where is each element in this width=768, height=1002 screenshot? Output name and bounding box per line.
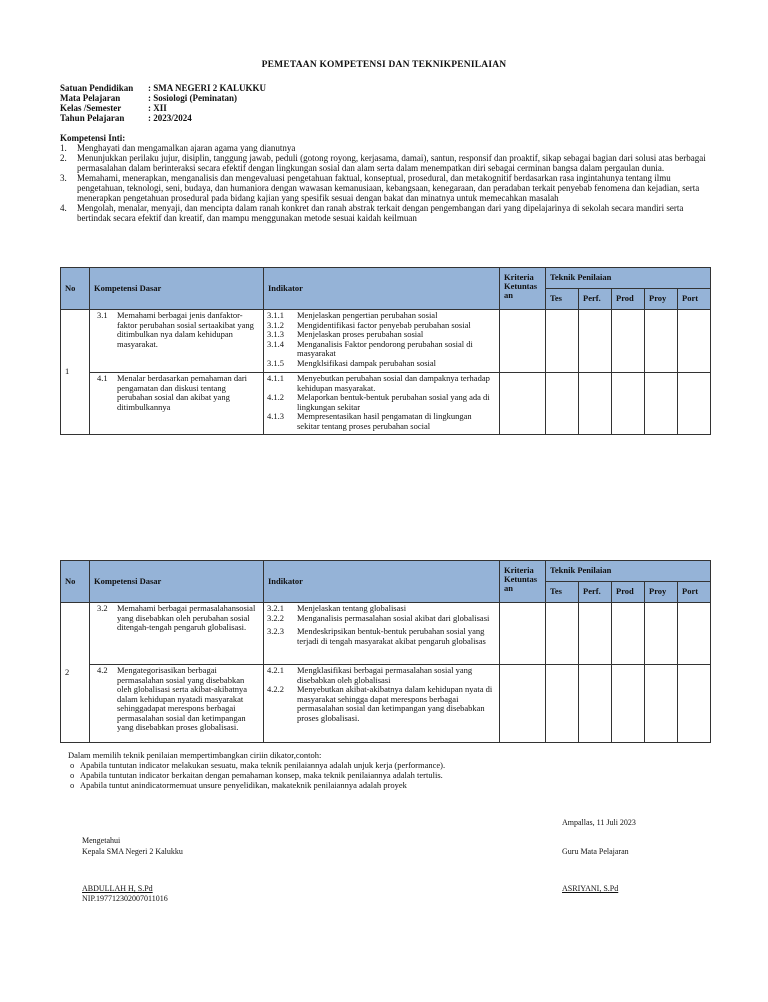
kriteria-cell xyxy=(500,603,546,665)
tes-cell xyxy=(546,310,579,373)
bullet-icon: o xyxy=(70,770,75,780)
header-perf: Perf. xyxy=(579,582,612,603)
teacher-name: ASRIYANI, S.Pd xyxy=(562,884,619,893)
indicator-cell xyxy=(264,310,500,373)
ki-item xyxy=(60,203,710,223)
indicator-text: Menjelaskan tentang globalisasi xyxy=(297,603,407,613)
header-proy: Proy xyxy=(645,582,678,603)
kriteria-cell xyxy=(500,665,546,743)
bullet-icon: o xyxy=(70,780,75,790)
info-label: Tahun Pelajaran xyxy=(60,113,125,123)
ki-item xyxy=(60,153,710,173)
kd-code: 3.2 xyxy=(97,603,108,613)
indicator-cell xyxy=(264,603,500,665)
info-label: Mata Pelajaran xyxy=(60,93,121,103)
tes-cell xyxy=(546,373,579,435)
table-row xyxy=(61,665,711,743)
header-proy: Proy xyxy=(645,289,678,310)
tes-cell xyxy=(546,603,579,665)
header-teknik: Teknik Penilaian xyxy=(546,561,711,582)
header-kriteria: Kriteria Ketuntas an xyxy=(500,561,546,603)
bullet-icon: o xyxy=(70,760,75,770)
indicator-text: Menjelaskan proses perubahan sosial xyxy=(297,329,424,339)
ki-text: Menunjukkan perilaku jujur, disiplin, tanggung jawab, peduli (gotong royong, kerjasama, damai), santun, responsif dan proaktif, sikap sebagai bagian dari solusi atas berbagai permasalahan dalam berinteraksi secara efektif dengan lingkungan sosial dan alam serta dalam menempatkan diri sebagai cerminan bangsa dalam pergaulan dunia. xyxy=(77,153,706,173)
ki-heading: Kompetensi Inti: xyxy=(60,133,126,143)
indicator-text: Mempresentasikan hasil pengamatan di lingkungan sekitar tentang proses perubahan social xyxy=(297,411,472,431)
kd-text: Memahami berbagai permasalahansosial yang disebabkan oleh perubahan sosial ditengah-tengah pengaruh globalisasi. xyxy=(117,603,256,632)
note-text: Apabila tuntut anindicatormemuat unsure penyelidikan, makateknik penilaiannya adalah proyek xyxy=(80,780,407,790)
ki-number: 2. xyxy=(60,153,67,163)
ki-number: 1. xyxy=(60,143,67,153)
competency-table-1 xyxy=(60,267,711,435)
ki-item xyxy=(60,173,710,203)
indicator-code: 4.1.3 xyxy=(267,411,284,421)
kd-code: 3.1 xyxy=(97,310,108,320)
perf-cell xyxy=(579,310,612,373)
note-text: Apabila tuntutan indicator melakukan sesuatu, maka teknik penilaiannya adalah unjuk kerja (performance). xyxy=(80,760,446,770)
header-kd: Kompetensi Dasar xyxy=(90,561,264,603)
perf-cell xyxy=(579,603,612,665)
indicator-text: Mengklasifikasi berbagai permasalahan sosial yang disebabkan oleh globalisasi xyxy=(297,665,473,685)
prod-cell xyxy=(612,665,645,743)
perf-cell xyxy=(579,373,612,435)
header-kriteria: Kriteria Ketuntas an xyxy=(500,268,546,310)
ki-item xyxy=(60,143,710,153)
indicator-code: 4.1.1 xyxy=(267,373,284,383)
kd-code: 4.2 xyxy=(97,665,108,675)
proy-cell xyxy=(645,310,678,373)
indicator-code: 4.2.1 xyxy=(267,665,284,675)
indicator-text: Mendeskripsikan bentuk-bentuk perubahan sosial yang terjadi di tengah masyarakat akibat pengaruh globalisas xyxy=(297,626,486,646)
note-list xyxy=(68,760,708,790)
indicator-code: 4.2.2 xyxy=(267,684,284,694)
indicator-code: 3.2.3 xyxy=(267,626,284,636)
indicator-text: Melaporkan bentuk-bentuk perubahan sosial yang ada di lingkungan sekitar xyxy=(297,392,490,412)
indicator-text: Mengklsifikasi dampak perubahan sosial xyxy=(297,357,437,368)
indicator-code: 4.1.2 xyxy=(267,392,284,402)
note-item xyxy=(70,780,708,790)
indicator-code: 3.1.2 xyxy=(267,319,284,330)
kriteria-cell xyxy=(500,310,546,373)
ki-text: Memahami, menerapkan, menganalisis dan mengevaluasi pengetahuan faktual, konseptual, prosedural, dan metakognitif berdasarkan rasa ingintahunya tentang ilmu pengetahuan, teknologi, seni, budaya, dan humaniora dengan wawasan kemanusiaan, kebangsaan, kenegaraan, dan peradaban terkait penyebab fenomena dan kejadian, serta menerapkan pengetahuan prosedural pada bidang kajian yang spesifik sesuai dengan bakat dan minatnya untuk memecahkan masalah xyxy=(77,173,700,203)
kriteria-cell xyxy=(500,373,546,435)
header-kd: Kompetensi Dasar xyxy=(90,268,264,310)
document-title: PEMETAAN KOMPETENSI DAN TEKNIKPENILAIAN xyxy=(261,60,507,70)
competency-table-2 xyxy=(60,560,711,743)
note-item xyxy=(70,760,708,770)
indicator-text: Menyebutkan akibat-akibatnya dalam kehidupan nyata di masyarakat sehingga dapat merespons berbagai permasalahan sosial dan ketimpangan yang disebabkan proses globalisasi. xyxy=(297,684,493,723)
indicator-text: Menganalisis Faktor pendorong perubahan sosial di masyarakat xyxy=(297,338,473,358)
ki-text: Menghayati dan mengamalkan ajaran agama yang dianutnya xyxy=(77,143,296,153)
port-cell xyxy=(678,665,711,743)
header-no: No xyxy=(61,268,90,310)
header-perf: Perf. xyxy=(579,289,612,310)
info-value: : XII xyxy=(148,103,167,113)
principal-title: Kepala SMA Negeri 2 Kalukku xyxy=(82,847,183,856)
place-date: Ampallas, 11 Juli 2023 xyxy=(562,818,636,827)
prod-cell xyxy=(612,310,645,373)
header-tes: Tes xyxy=(546,582,579,603)
tes-cell xyxy=(546,665,579,743)
assessment-note xyxy=(68,750,708,790)
indicator-cell xyxy=(264,665,500,743)
ki-number: 3. xyxy=(60,173,67,183)
note-text: Apabila tuntutan indicator berkaitan dengan pemahaman konsep, maka teknik penilaiannya adalah tertulis. xyxy=(80,770,443,780)
port-cell xyxy=(678,373,711,435)
header-tes: Tes xyxy=(546,289,579,310)
approval-label: Mengetahui xyxy=(82,836,121,845)
info-value: : SMA NEGERI 2 KALUKKU xyxy=(148,83,267,93)
indicator-text: Mengidentifikasi factor penyebab perubahan sosial xyxy=(297,319,471,330)
proy-cell xyxy=(645,603,678,665)
kd-cell xyxy=(90,603,264,665)
row-number: 1 xyxy=(61,310,90,435)
table-row xyxy=(61,373,711,435)
perf-cell xyxy=(579,665,612,743)
info-label: Kelas /Semester xyxy=(60,103,122,113)
ki-number: 4. xyxy=(60,203,67,213)
kd-text: Mengategorisasikan berbagai permasalahan sosial yang disebabkan oleh globalisasi serta akibat-akibatnya dalam kehidupan nyatadi masyarakat sehinggadapat merespons berbagai permasalahan sosial dan ketimpangan yang disebabkan proses globalisasi. xyxy=(117,665,248,732)
kd-cell xyxy=(90,665,264,743)
header-no: No xyxy=(61,561,90,603)
row-number: 2 xyxy=(61,603,90,743)
kd-text: Memahami berbagai jenis danfaktor-faktor perubahan sosial sertaakibat yang ditimbulkan nya dalam kehidupan masyarakat. xyxy=(117,310,254,349)
header-teknik: Teknik Penilaian xyxy=(546,268,711,289)
table-row xyxy=(61,310,711,373)
kd-cell xyxy=(90,373,264,435)
kd-code: 4.1 xyxy=(97,373,108,383)
port-cell xyxy=(678,310,711,373)
school-info xyxy=(60,83,266,123)
principal-name: ABDULLAH H, S.Pd xyxy=(82,884,153,893)
indicator-cell xyxy=(264,373,500,435)
kd-text: Menalar berdasarkan pemahaman dari pengamatan dan diskusi tentang perubahan sosial dan akibat yang ditimbulkannya xyxy=(117,373,248,412)
note-item xyxy=(70,770,708,780)
indicator-code: 3.1.3 xyxy=(267,329,284,339)
kd-cell xyxy=(90,310,264,373)
info-value: : Sosiologi (Peminatan) xyxy=(148,93,237,103)
teacher-title: Guru Mata Pelajaran xyxy=(562,847,629,856)
header-indikator: Indikator xyxy=(264,268,500,310)
port-cell xyxy=(678,603,711,665)
proy-cell xyxy=(645,665,678,743)
indicator-code: 3.1.5 xyxy=(267,357,284,368)
ki-text: Mengolah, menalar, menyaji, dan mencipta dalam ranah konkret dan ranah abstrak terkait dengan pengembangan dari yang dipelajarinya di sekolah secara mandiri serta bertindak secara efektif dan kreatif, dan mampu menggunakan metode sesuai kaidah keilmuan xyxy=(77,203,684,223)
indicator-code: 3.2.1 xyxy=(267,603,284,613)
indicator-code: 3.2.2 xyxy=(267,612,284,623)
ki-list xyxy=(60,143,710,223)
header-prod: Prod xyxy=(612,582,645,603)
info-label: Satuan Pendidikan xyxy=(60,83,134,93)
header-prod: Prod xyxy=(612,289,645,310)
prod-cell xyxy=(612,603,645,665)
principal-nip: NIP.197712302007011016 xyxy=(82,894,168,903)
proy-cell xyxy=(645,373,678,435)
prod-cell xyxy=(612,373,645,435)
header-port: Port xyxy=(678,582,711,603)
indicator-text: Menganalisis permasalahan sosial akibat dari globalisasi xyxy=(297,612,490,623)
header-indikator: Indikator xyxy=(264,561,500,603)
header-port: Port xyxy=(678,289,711,310)
indicator-code: 3.1.1 xyxy=(267,310,284,320)
indicator-text: Menyebutkan perubahan sosial dan dampaknya terhadap kehidupan masyarakat. xyxy=(297,373,490,393)
indicator-text: Menjelaskan pengertian perubahan sosial xyxy=(297,310,438,320)
table-row xyxy=(61,603,711,665)
indicator-code: 3.1.4 xyxy=(267,338,284,349)
note-intro: Dalam memilih teknik penilaian mempertimbangkan ciriin dikator,contoh: xyxy=(68,750,322,760)
info-value: : 2023/2024 xyxy=(148,113,192,123)
